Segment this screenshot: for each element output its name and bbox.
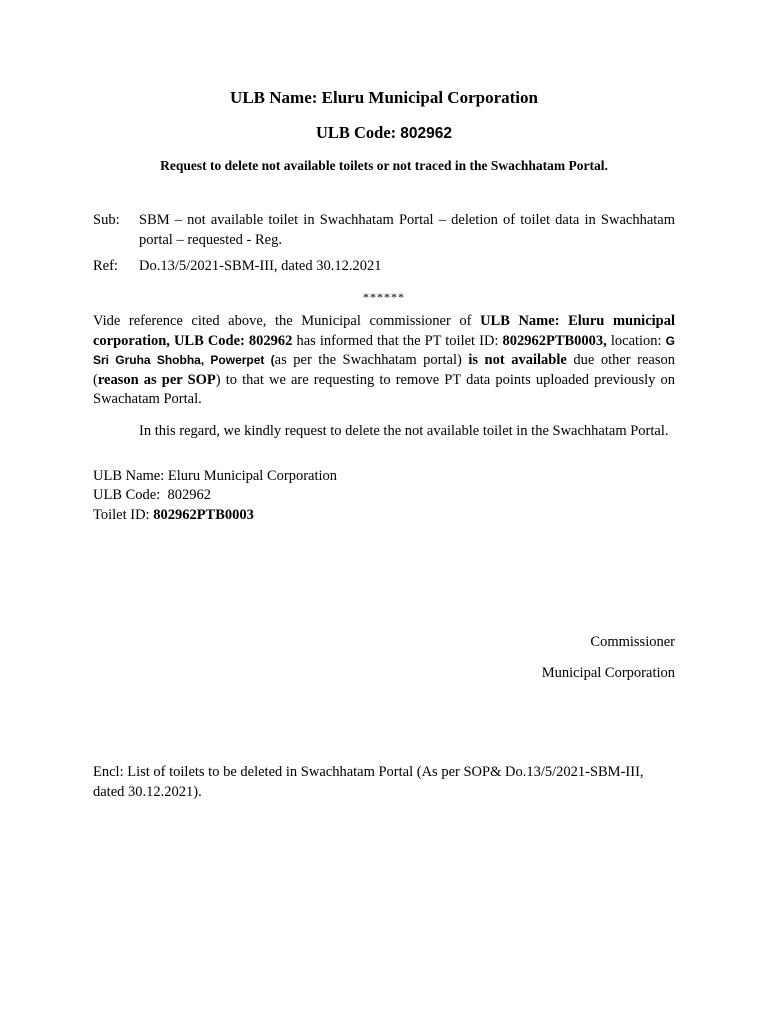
reference-text: Do.13/5/2021-SBM-III, dated 30.12.2021 [139, 258, 382, 274]
p1-request: ) to that we are requesting to remove PT data points uploaded previously on Swachatam Portal. [93, 371, 675, 407]
p1-informed: has informed that the PT toilet ID: [292, 332, 503, 349]
subject-row [93, 211, 675, 250]
p1-ulb-bold: ULB Name: Eluru municipal corporation, ULB Code: 802962 [93, 313, 675, 349]
p1-reason: reason as per SOP [97, 371, 216, 388]
separator: ****** [363, 290, 405, 304]
ulb-code-heading [0, 123, 768, 143]
p1-not-available: is not available [468, 352, 567, 368]
p1-location-label: location: [606, 332, 666, 349]
ulb-name-heading: ULB Name: Eluru Municipal Corporation [230, 88, 538, 107]
detail-toilet-id [93, 506, 254, 526]
signature-title: Commissioner [590, 634, 675, 650]
detail-ulb-name: ULB Name: Eluru Municipal Corporation [93, 468, 338, 484]
body-paragraph-1 [93, 312, 675, 410]
toilet-id-label: Toilet ID: [93, 507, 154, 523]
enclosure-note: Encl: List of toilets to be deleted in Swachhatam Portal (As per SOP& Do.13/5/2021-SBM-III, dated 30.12.2021). [93, 764, 644, 800]
p1-toilet-id: 802962PTB0003, [502, 332, 607, 349]
request-heading: Request to delete not available toilets or not traced in the Swachhatam Portal. [160, 158, 608, 173]
p1-location: G Sri Gruha Shobha, Powerpet ( [93, 333, 675, 367]
detail-ulb-code: ULB Code: 802962 [93, 487, 212, 503]
body-paragraph-2: In this regard, we kindly request to delete the not available toilet in the Swachhatam Portal. [139, 423, 669, 439]
subject-text: SBM – not available toilet in Swachhatam Portal – deletion of toilet data in Swachhatam portal – requested - Reg. [139, 212, 675, 248]
reference-row [93, 257, 675, 277]
ulb-code-label: ULB Code: [315, 123, 401, 142]
ulb-code-value: 802962 [400, 125, 453, 142]
p1-intro: Vide reference cited above, the Municipal commissioner of [93, 313, 481, 329]
toilet-id-value: 802962PTB0003 [153, 507, 254, 523]
p1-due: due other reason ( [93, 352, 675, 388]
p1-portal-note: as per the Swachhatam portal) [274, 352, 469, 368]
signature-office: Municipal Corporation [541, 665, 675, 681]
reference-label: Ref: [93, 258, 118, 274]
subject-label: Sub: [93, 212, 120, 228]
